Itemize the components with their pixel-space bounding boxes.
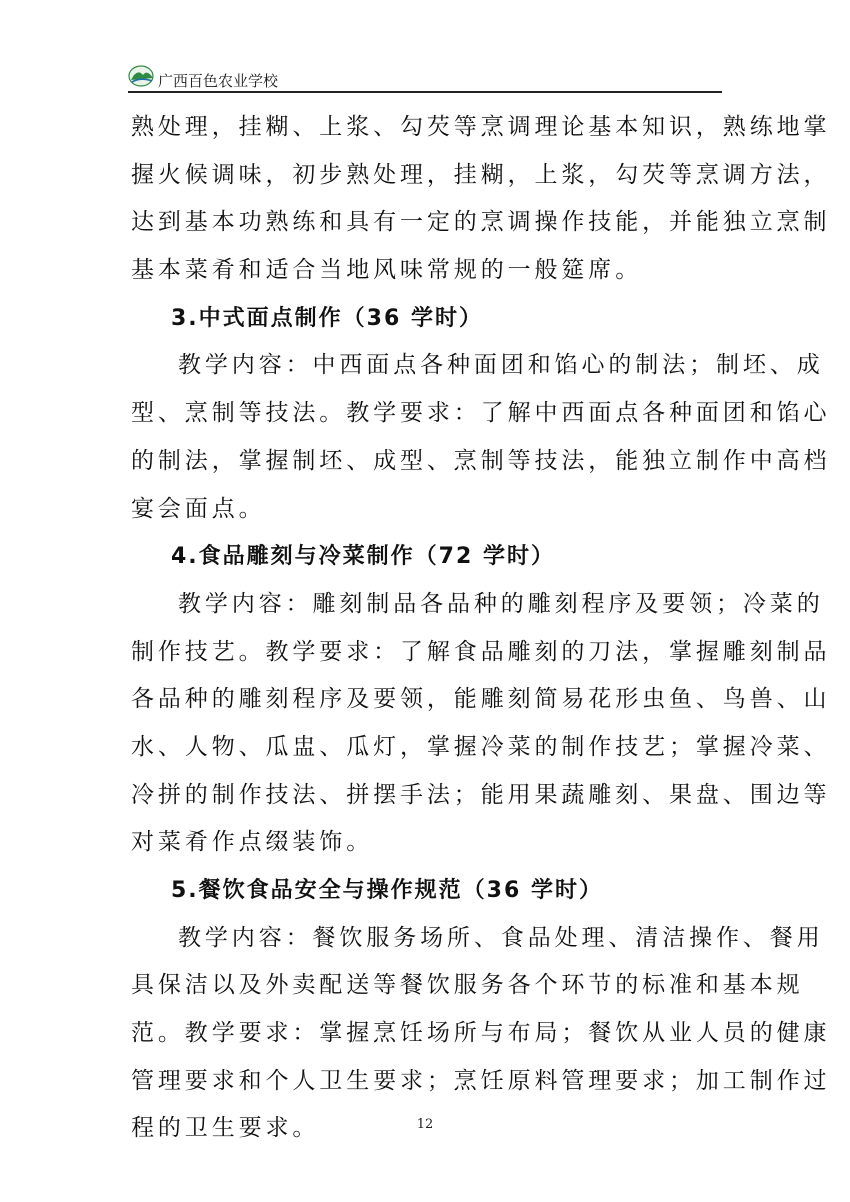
text-line: 宴会面点。 [131, 495, 266, 522]
text-line: 基本菜肴和适合当地风味常规的一般筵席。 [131, 257, 643, 284]
text-line: 达到基本功熟练和具有一定的烹调操作技能，并能独立烹制 [131, 209, 831, 236]
header-rule [128, 91, 722, 93]
text-line: 范。教学要求：掌握烹饪场所与布局；餐饮从业人员的健康 [131, 1020, 831, 1047]
text-line: 教学内容：中西面点各种面团和馅心的制法；制坯、成 [178, 352, 824, 379]
text-line: 管理要求和个人卫生要求；烹饪原料管理要求；加工制作过 [131, 1067, 831, 1094]
text-line: 具保洁以及外卖配送等餐饮服务各个环节的标准和基本规 [131, 972, 804, 999]
section-heading: 3.中式面点制作（36 学时） [171, 305, 483, 331]
text-line: 制作技艺。教学要求：了解食品雕刻的刀法，掌握雕刻制品 [131, 638, 831, 665]
text-line: 握火候调味，初步熟处理，挂糊，上浆，勾芡等烹调方法， [131, 161, 831, 188]
page-number: 12 [416, 1117, 434, 1132]
section-heading: 5.餐饮食品安全与操作规范（36 学时） [171, 878, 603, 903]
text-line: 冷拼的制作技法、拼摆手法；能用果蔬雕刻、果盘、围边等 [131, 781, 831, 808]
text-line: 型、烹制等技法。教学要求：了解中西面点各种面团和馅心 [131, 400, 831, 427]
document-body [131, 104, 831, 1153]
text-line: 水、人物、瓜盅、瓜灯，掌握冷菜的制作技艺；掌握冷菜、 [131, 733, 831, 760]
text-line: 各品种的雕刻程序及要领，能雕刻简易花形虫鱼、鸟兽、山 [131, 686, 831, 713]
page-header [128, 60, 722, 94]
text-line: 的制法，掌握制坯、成型、烹制等技法，能独立制作中高档 [131, 447, 831, 474]
school-logo-icon [128, 60, 162, 90]
text-line: 熟处理，挂糊、上浆、勾芡等烹调理论基本知识，熟练地掌 [131, 114, 831, 140]
text-line: 教学内容：雕刻制品各品种的雕刻程序及要领；冷菜的 [178, 590, 824, 617]
text-line: 程的卫生要求。 [131, 1115, 320, 1142]
text-line: 教学内容：餐饮服务场所、食品处理、清洁操作、餐用 [178, 924, 824, 951]
section-heading: 4.食品雕刻与冷菜制作（72 学时） [171, 544, 555, 570]
text-line: 对菜肴作点缀装饰。 [131, 829, 374, 856]
school-name: 广西百色农业学校 [158, 72, 279, 90]
